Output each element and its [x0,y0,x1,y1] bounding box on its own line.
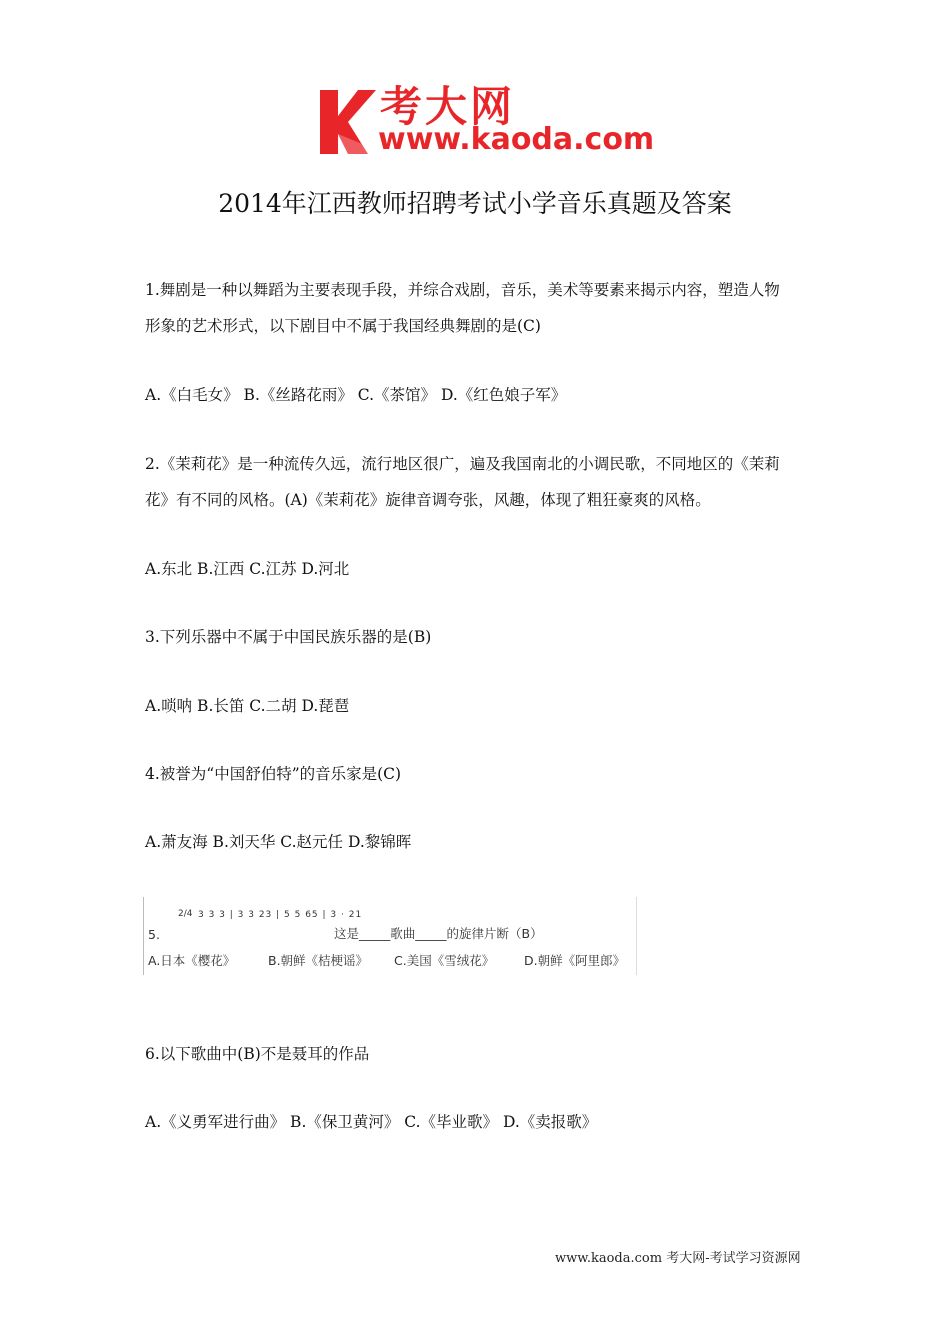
question-5-option-d: D.朝鲜《阿里郎》 [524,953,626,968]
question-2-line-2: 花》有不同的风格。(A)《茉莉花》旋律音调夸张，风趣，体现了粗狂豪爽的风格。 [145,491,711,509]
question-1-line-1: 1.舞剧是一种以舞蹈为主要表现手段，并综合戏剧，音乐，美术等要素来揭示内容，塑造人物 [145,281,780,299]
music-notation [178,909,363,935]
logo-url-text: www.kaoda.com [378,122,655,157]
question-5-option-a: A.日本《樱花》 [148,953,236,968]
k-logo-icon [318,82,378,158]
question-5-number: 5. [148,927,160,942]
question-1-line-2: 形象的艺术形式，以下剧目中不属于我国经典舞剧的是(C) [145,317,541,335]
question-2-line-1: 2.《茉莉花》是一种流传久远，流行地区很广，遍及我国南北的小调民歌，不同地区的《茉莉 [145,455,780,473]
question-3: 3.下列乐器中不属于中国民族乐器的是(B) [145,628,432,646]
question-1-options: A.《白毛女》 B.《丝路花雨》 C.《茶馆》 D.《红色娘子军》 [145,386,567,404]
question-6-options: A.《义勇军进行曲》 B.《保卫黄河》 C.《毕业歌》 D.《卖报歌》 [145,1113,598,1131]
question-3-options: A.唢呐 B.长笛 C.二胡 D.琵琶 [145,697,350,715]
question-5-image [143,897,637,975]
question-6: 6.以下歌曲中(B)不是聂耳的作品 [145,1045,370,1063]
question-5-text: 这是_____歌曲_____的旋律片断（B） [334,926,543,941]
kaoda-logo [318,78,655,162]
question-5-option-b: B.朝鲜《桔梗谣》 [268,953,369,968]
document-title: 2014年江西教师招聘考试小学音乐真题及答案 [218,189,732,218]
page-footer: www.kaoda.com 考大网-考试学习资源网 [555,1251,801,1266]
logo-chinese-text: 考大网 [380,82,516,131]
question-4-options: A.萧友海 B.刘天华 C.赵元任 D.黎锦晖 [145,833,412,851]
question-2-options: A.东北 B.江西 C.江苏 D.河北 [145,560,350,578]
time-signature: 2/4 [178,909,193,919]
question-5-option-c: C.美国《雪绒花》 [394,953,495,968]
question-4: 4.被誉为“中国舒伯特”的音乐家是(C) [145,765,402,783]
question-2 [145,446,810,518]
notation-text: 3 3 3 | 3 3 23 | 5 5 65 | 3 · 21 [198,910,363,920]
question-1 [145,272,810,344]
